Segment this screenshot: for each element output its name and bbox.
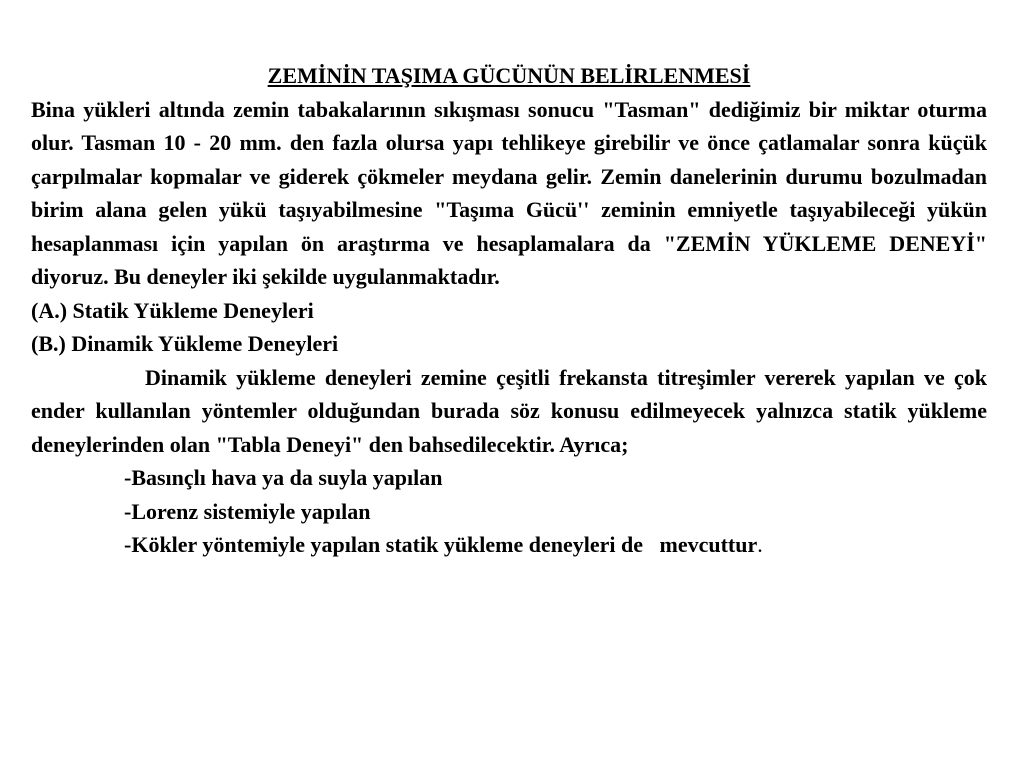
document-title: ZEMİNİN TAŞIMA GÜCÜNÜN BELİRLENMESİ <box>267 63 751 88</box>
dynamic-paragraph: Dinamik yükleme deneyleri zemine çeşitli frekansta titreşimler vererek yapılan ve çok ender kullanılan yöntemler olduğundan burada söz konusu edilmeyecek yalnızca statik yükleme deneylerinden olan "Tabla Deneyi" den bahsedilecektir. Ayrıca; <box>31 364 987 457</box>
method-item-pressurized: -Basınçlı hava ya da suyla yapılan <box>124 465 443 490</box>
intro-paragraph: Bina yükleri altında zemin tabakalarının sıkışması sonucu "Tasman" dediğimiz bir miktar oturma olur. Tasman 10 - 20 mm. den fazla olursa yapı tehlikeye girebilir ve önce çatlamalar sonra küçük çarpılmalar kopmalar ve giderek çökmeler meydana gelir. Zemin danelerinin durumu bozulmadan birim alana gelen yükü taşıyabilmesine "Taşıma Gücü'' zeminin emniyetle taşıyabileceği yükün hesaplanması için yapılan ön araştırma ve hesaplamalara da "ZEMİN YÜKLEME DENEYİ" diyoruz. Bu deneyler iki şekilde uygulanmaktadır. <box>31 96 987 289</box>
slide-content <box>31 59 987 562</box>
type-item-dynamic: (B.) Dinamik Yükleme Deneyleri <box>31 331 339 356</box>
method-item-lorenz: -Lorenz sistemiyle yapılan <box>124 498 371 524</box>
method-item-kokler <box>31 528 987 562</box>
final-period: . <box>757 532 763 557</box>
method-item-kokler-text: -Kökler yöntemiyle yapılan statik yükleme deneyleri de mevcuttur <box>124 532 758 557</box>
type-item-static: (A.) Statik Yükleme Deneyleri <box>31 297 314 323</box>
